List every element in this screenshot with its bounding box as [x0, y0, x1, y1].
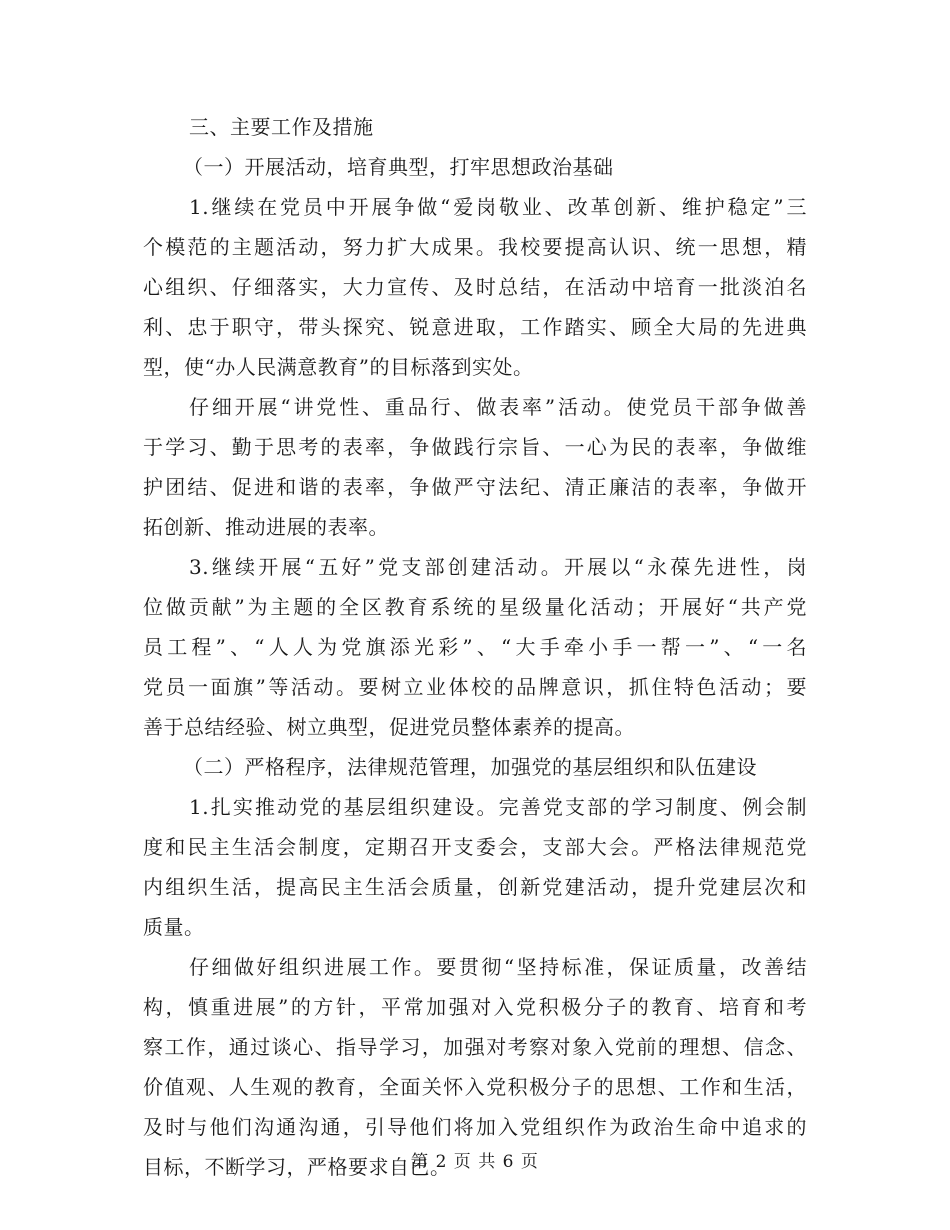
text-line: 利、忠于职守，带头探究、锐意进取，工作踏实、顾全大局的先进典	[143, 315, 807, 339]
text-line: 目标，不断学习，严格要求自已。	[143, 1155, 451, 1179]
subsection-heading	[143, 147, 807, 187]
text-line: 内组织生活，提高民主生活会质量，创新党建活动，提升党建层次和	[143, 875, 807, 899]
page-number-footer: 第 2 页 共 6 页	[411, 1152, 539, 1172]
text-line: 于学习、勤于思考的表率，争做践行宗旨、一心为民的表率，争做维	[143, 435, 807, 459]
subsection-heading	[143, 747, 807, 787]
text-line: 察工作，通过谈心、指导学习，加强对考察对象入党前的理想、信念、	[143, 1035, 807, 1059]
text-line: 拓创新、推动进展的表率。	[143, 515, 389, 539]
text-line: 1.继续在党员中开展争做“爱岗敬业、改革创新、维护稳定”三	[189, 195, 807, 219]
document-body	[143, 107, 807, 1187]
text-line: 1.扎实推动党的基层组织建设。完善党支部的学习制度、例会制	[189, 795, 807, 819]
text-line: 仔细开展“讲党性、重品行、做表率”活动。使党员干部争做善	[189, 395, 807, 419]
text-line: 质量。	[143, 915, 205, 939]
text-line: 仔细做好组织进展工作。要贯彻“坚持标准，保证质量，改善结	[189, 955, 807, 979]
text-line: 及时与他们沟通沟通，引导他们将加入党组织作为政治生命中追求的	[143, 1115, 807, 1139]
text-line: 员工程”、“人人为党旗添光彩”、“大手牵小手一帮一”、“一名	[143, 635, 807, 659]
text-line: 位做贡献”为主题的全区教育系统的星级量化活动；开展好“共产党	[143, 595, 807, 619]
paragraph	[143, 547, 807, 747]
text-line: 价值观、人生观的教育，全面关怀入党积极分子的思想、工作和生活，	[143, 1075, 807, 1099]
text-line: 构，慎重进展”的方针，平常加强对入党积极分子的教育、培育和考	[143, 995, 807, 1019]
paragraph	[143, 187, 807, 387]
text-line: 心组织、仔细落实，大力宣传、及时总结，在活动中培育一批淡泊名	[143, 275, 807, 299]
text-line: （一）开展活动，培育典型，打牢思想政治基础	[183, 155, 614, 179]
text-line: 善于总结经验、树立典型，促进党员整体素养的提高。	[143, 715, 635, 739]
text-line: （二）严格程序，法律规范管理，加强党的基层组织和队伍建设	[183, 755, 757, 779]
text-line: 党员一面旗”等活动。要树立业体校的品牌意识，抓住特色活动；要	[143, 675, 807, 699]
text-line: 个模范的主题活动，努力扩大成果。我校要提高认识、统一思想，精	[143, 235, 807, 259]
text-line: 度和民主生活会制度，定期召开支委会，支部大会。严格法律规范党	[143, 835, 807, 859]
text-line: 3.继续开展“五好”党支部创建活动。开展以“永葆先进性，岗	[189, 555, 807, 579]
text-line: 型，使“办人民满意教育”的目标落到实处。	[143, 355, 534, 379]
section-heading	[143, 107, 807, 147]
paragraph	[143, 387, 807, 547]
paragraph	[143, 787, 807, 947]
text-line: 护团结、促进和谐的表率，争做严守法纪、清正廉洁的表率，争做开	[143, 475, 807, 499]
text-line: 三、主要工作及措施	[189, 115, 374, 139]
